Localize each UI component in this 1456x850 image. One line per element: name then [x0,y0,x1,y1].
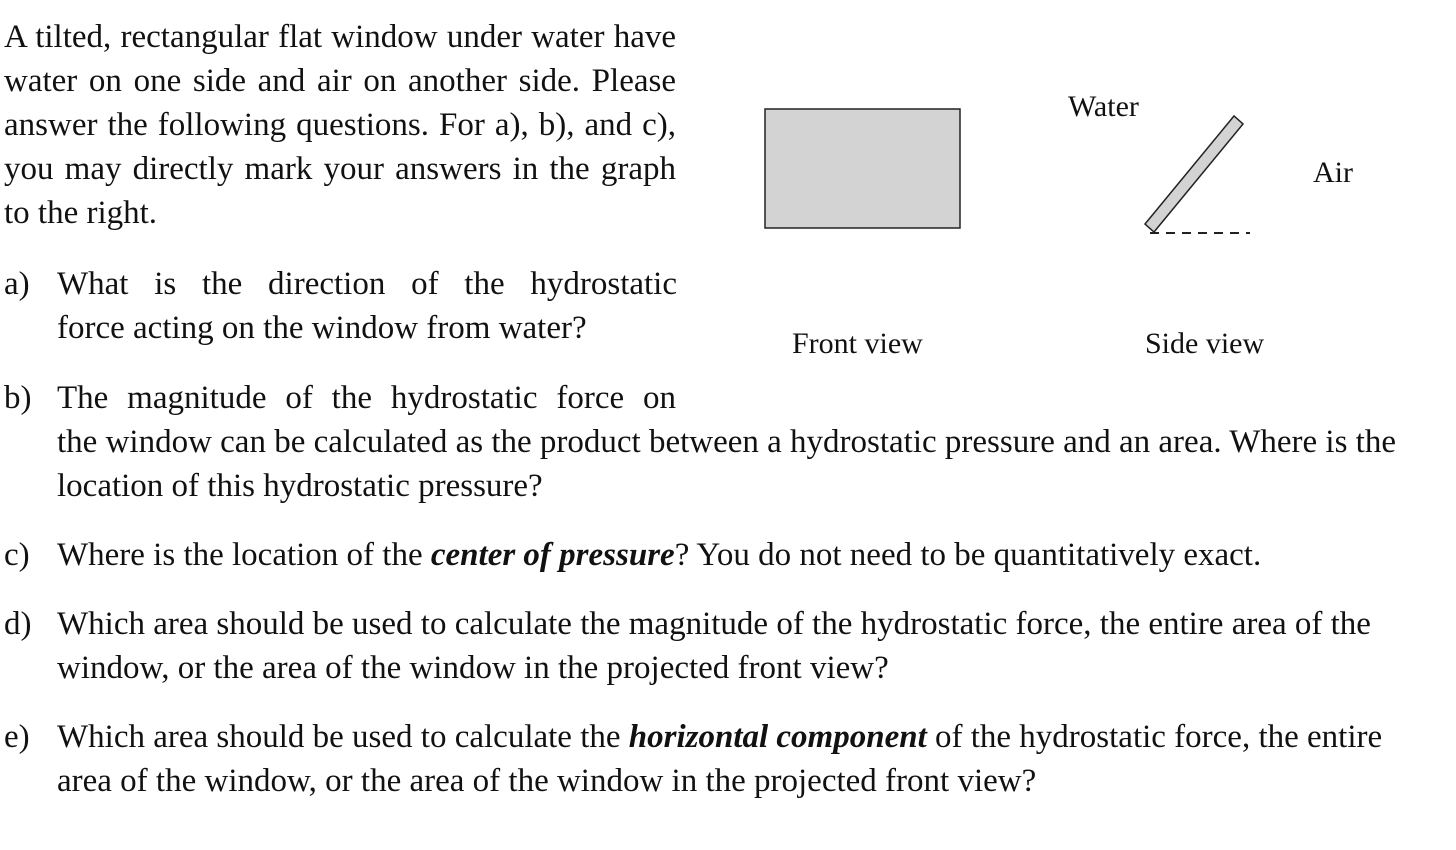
front-view-window [765,109,960,228]
question-d-text: Which area should be used to calculate the magnitude of the hydrostatic force, the entire area of the window, or the area of the window in the projected front view? [57,606,1371,686]
question-a-marker: a) [4,266,30,302]
question-b-marker: b) [4,380,32,416]
intro-paragraph: A tilted, rectangular flat window under water have water on one side and air on another side. Please answer the following questions. For a), b), and c), you may directly mark your answers in the graph to the right. [4,19,676,231]
question-e-emphasis: horizontal component [628,719,927,755]
question-c-emphasis: center of pressure [430,537,675,573]
question-c-marker: c) [4,537,30,573]
question-c-text-start: Where is the location of the [57,537,431,573]
question-a-line1: What is the direction of the hydrostatic [57,266,677,302]
question-d-marker: d) [4,606,32,642]
question-e-marker: e) [4,719,30,755]
front-view-label: Front view [792,327,923,360]
question-b-line1: The magnitude of the hydrostatic force on [57,380,676,416]
question-c-text-end: ? You do not need to be quantitatively exact. [674,537,1262,573]
question-e-text-end: of the hydrostatic force, the entire area of the window, or the area of the window in the projected front view? [57,719,1383,799]
question-e-text-start: Which area should be used to calculate the [57,719,629,755]
side-view-window [1145,116,1243,232]
question-a-line2: force acting on the window from water? [57,310,587,346]
water-label: Water [1068,90,1139,123]
side-view-label: Side view [1145,327,1265,360]
question-b-text: the window can be calculated as the product between a hydrostatic pressure and an area. Where is the location of this hydrostatic pressure? [57,424,1396,504]
air-label: Air [1313,156,1353,189]
